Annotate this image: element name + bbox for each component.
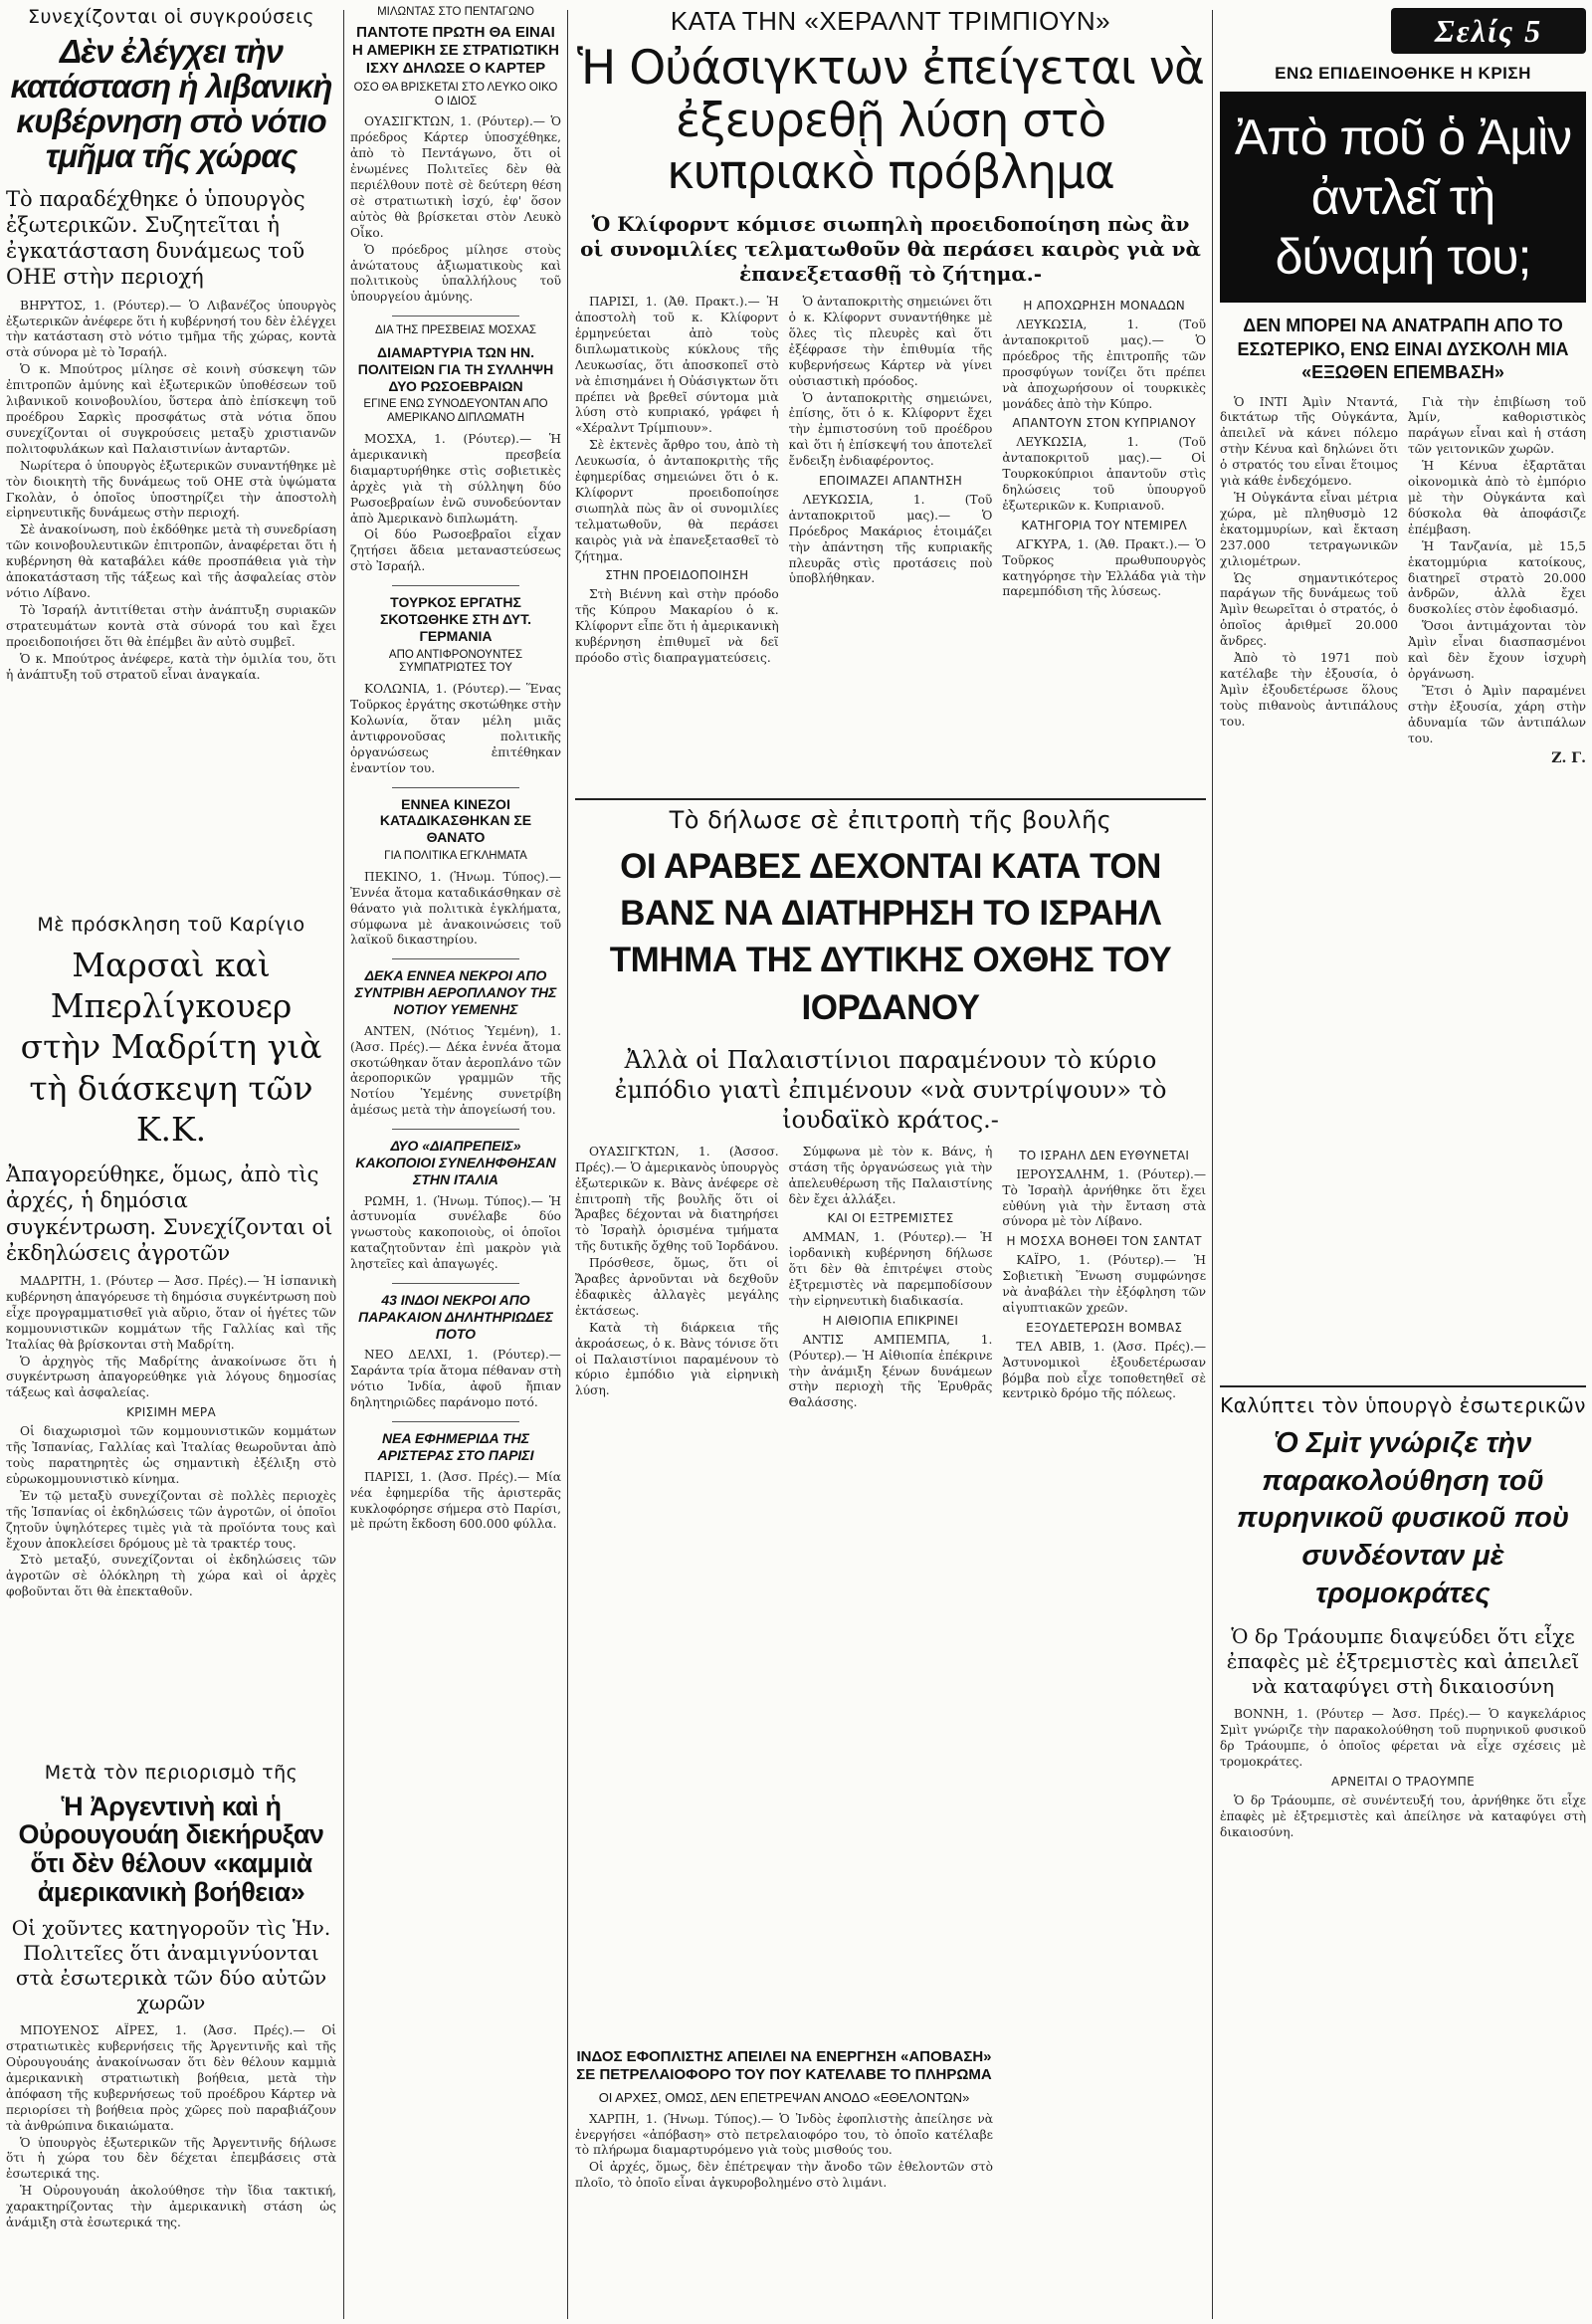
article-body-column: [789, 295, 993, 668]
paragraph: ΠΑΡΙΣΙ, 1. (Ἀσσ. Πρές).— Μία νέα ἐφημερίδα τῆς ἀριστερᾶς κυκλοφόρησε σήμερα στὸ Παρίσι, μὲ πρώτη ἔκδοση 600.000 φύλλα.: [350, 1469, 561, 1532]
article-body-column: [789, 1145, 993, 1413]
brief-body: [350, 432, 561, 575]
article-body-column: [1220, 395, 1398, 767]
paragraph: Ὁ κ. Μπούτρος μίλησε σὲ κοινὴ σύσκεψη τῶν ἐπιτροπῶν ἀμύνης καὶ ἐξωτερικῶν ὑποθέσεων τοῦ λιβανικοῦ κοινοβουλίου, ὕστερα ἀπὸ ἐπίσκεψη τοῦ προέδρου Σαρκὶς προσφάτως στὰ νότια ὅπου συνεχίζονται οἱ συγκρούσεις μεταξὺ χριστιανῶν πολιτοφυλάκων καὶ Παλαιστινίων ἀνταρτῶν.: [6, 362, 336, 456]
article-headline: Ἀπὸ ποῦ ὁ Ἀμὶν ἀντλεῖ τὴ δύναμή του;: [1234, 109, 1572, 286]
brief-body: [350, 870, 561, 950]
paragraph: Ὅσοι ἀντιμάχονται τὸν Ἀμὶν εἶναι διασπασμένοι καὶ δὲν ἔχουν ἰσχυρὴ ὀργάνωση.: [1408, 619, 1586, 681]
paragraph: Ὁ ἀνταποκριτὴς σημειώνει ὅτι ὁ κ. Κλίφορντ συναντήθηκε μὲ ὅλες τὶς πλευρὲς καὶ ὅτι ἐξέφρασε τὴν ἐπιθυμία τῆς κυβερνήσεως Κάρτερ νὰ γίνει οὐσιαστικὴ πρόοδος.: [788, 295, 993, 388]
paragraph: ΡΩΜΗ, 1. (Ἡνωμ. Τύπος).— Ἡ ἀστυνομία συνέλαβε δύο γνωστοὺς κακοποιοὺς, οἱ ὁποῖοι καταζητοῦνταν ἐπὶ μακρὸν γιὰ ληστεῖες καὶ ἀπαγωγές.: [350, 1193, 561, 1272]
divider: [392, 1421, 518, 1422]
subheading: ΤΟ ΙΣΡΑΗΛ ΔΕΝ ΕΥΘΥΝΕΤΑΙ: [1019, 1148, 1190, 1162]
article-subheadline: ΟΙ ΑΡΧΕΣ, ΟΜΩΣ, ΔΕΝ ΕΠΕΤΡΕΨΑΝ ΑΝΟΔΟ «ΕΘΕΛΟΝΤΩΝ»: [598, 2090, 970, 2105]
brief-body: [350, 1194, 561, 1274]
paragraph: Ὁ ἀρχηγὸς τῆς Μαδρίτης ἀνακοίνωσε ὅτι ἡ συγκέντρωση ἀπαγορεύθηκε γιὰ λόγους δημοσίας τάξεως καὶ ἀσφαλείας.: [6, 1354, 336, 1400]
paragraph: Οἱ διαχωρισμοὶ τῶν κομμουνιστικῶν κομμάτων τῆς Ἰσπανίας, Γαλλίας καὶ Ἰταλίας θεωροῦνται ἀπὸ τοὺς παρατηρητὲς ὡς σημαντικὴ ἐξέλιξη στὸ εὐρωκομμουνιστικὸ κίνημα.: [6, 1424, 336, 1486]
paragraph: ΛΕΥΚΩΣΙΑ, 1. (Τοῦ ἀνταποκριτοῦ μας).— Ὁ Πρόεδρος Μακάριος ἑτοιμάζει τὴν ἀπάντηση τῆς κυπριακῆς πλευρᾶς στὶς προτάσεις ποὺ ὑποβλήθηκαν.: [788, 492, 993, 586]
paragraph: ΛΕΥΚΩΣΙΑ, 1. (Τοῦ ἀνταποκριτοῦ μας).— Ὁ πρόεδρος τῆς ἐπιτροπῆς τῶν προσφύγων τονίζει ὅτι πρέπει νὰ ἀποχωρήσουν οἱ τουρκικὲς μονάδες ἀπὸ τὴν Κύπρο.: [1002, 317, 1206, 411]
subheading: ΑΡΝΕΙΤΑΙ Ο ΤΡΑΟΥΜΠΕ: [1331, 1775, 1475, 1790]
paragraph: Νωρίτερα ὁ ὑπουργὸς ἐξωτερικῶν συναντήθηκε μὲ τὸν διοικητὴ τῆς δυνάμεως τοῦ ΟΗΕ στὰ ὑψώματα Γκολὰν, ὁ ὁποῖος ὑποστηρίζει τὴν ἀποστολὴ εἰρηνευτικῆς δυνάμεως στὴν περιοχή.: [6, 458, 336, 521]
paragraph: ΤΕΛ ΑΒΙΒ, 1. (Ἀσσ. Πρές).— Ἀστυνομικοὶ ἐξουδετέρωσαν βόμβα ποὺ εἶχε τοποθετηθεῖ σὲ κεντρικὸ δρόμο τῆς πόλεως.: [1002, 1339, 1206, 1401]
paragraph: ΠΕΚΙΝΟ, 1. (Ἡνωμ. Τύπος).— Ἐννέα ἄτομα καταδικάσθηκαν σὲ θάνατο γιὰ πολιτικὰ ἐγκλήματα, σύμφωνα μὲ ἀνακοινώσεις τοῦ λαϊκοῦ δικαστηρίου.: [350, 869, 561, 948]
paragraph: ΜΟΣΧΑ, 1. (Ρόυτερ).— Ἡ ἀμερικανικὴ πρεσβεία διαμαρτυρήθηκε στὶς σοβιετικὲς ἀρχὲς γιὰ τὴ σύλληψη δύο Ρωσοεβραίων ἐνῶ συνοδεύονταν ἀπὸ Ἀμερικανὸ διπλωμάτη.: [350, 432, 561, 526]
subheading: ΚΑΤΗΓΟΡΙΑ ΤΟΥ ΝΤΕΜΙΡΕΛ: [1021, 518, 1188, 532]
paragraph: Σὲ ἀνακοίνωση, ποὺ ἐκδόθηκε μετὰ τὴ συνεδρίαση τῶν κοινοβουλευτικῶν ἐπιτροπῶν, ἀναφέρεται ὅτι ἡ κυβέρνηση θὰ καταβάλει κάθε προσπάθεια γιὰ τὴν ἀποκατάσταση τῆς τάξεως καὶ τῆς ἀσφαλείας στὸν νότιο Λίβανο.: [6, 523, 336, 600]
article-headline: Ἡ Οὐάσιγκτων ἐπείγεται νὰ ἐξευρεθῇ λύση στὸ κυπριακὸ πρόβλημα: [576, 41, 1205, 201]
brief-headline: ΠΑΝΤΟΤΕ ΠΡΩΤΗ ΘΑ ΕΙΝΑΙ Η ΑΜΕΡΙΚΗ ΣΕ ΣΤΡΑΤΙΩΤΙΚΗ ΙΣΧΥ ΔΗΛΩΣΕ Ο ΚΑΡΤΕΡ: [352, 23, 559, 77]
paragraph: Κατὰ τὴ διάρκεια τῆς ἀκροάσεως, ὁ κ. Βὰνς τόνισε ὅτι οἱ Παλαιστίνιοι παραμένουν τὸ κύριο ἐμπόδιο γιὰ εἰρηνικὴ λύση.: [575, 1320, 779, 1398]
article-kicker: ΕΝΩ ΕΠΙΔΕΙΝΟΘΗΚΕ Η ΚΡΙΣΗ: [1275, 64, 1531, 83]
column-rule: [1212, 10, 1213, 2319]
article-kicker: Συνεχίζονται οἱ συγκρούσεις: [28, 6, 314, 28]
article-deck: Τὸ παραδέχθηκε ὁ ὑπουργὸς ἐξωτερικῶν. Συζητεῖται ἡ ἐγκατάσταση δυνάμεως τοῦ ΟΗΕ στὴν περιοχή: [6, 186, 305, 290]
article-kicker: Μετὰ τὸν περιορισμὸ τῆς: [44, 1762, 298, 1784]
paragraph: Ἡ Κένυα ἐξαρτᾶται οἰκονομικὰ ἀπὸ τὸ ἐμπόριο μὲ τὴν Οὐγκάντα καὶ δύσκολα θὰ ἀποφάσιζε ἐπέμβαση.: [1408, 459, 1586, 536]
paragraph: Οἱ δύο Ρωσοεβραῖοι εἶχαν ζητήσει ἄδεια μεταναστεύσεως στὸ Ἰσραήλ.: [350, 528, 561, 574]
article-deck: Ὁ Κλίφορντ κόμισε σιωπηλὴ προειδοποίηση πὼς ἂν οἱ συνομιλίες τελματωθοῦν θὰ περάσει καιρὸς γιὰ νὰ ἐπανεξετασθῇ τὸ ζήτημα.-: [580, 212, 1201, 287]
brief-headline: ΔΥΟ «ΔΙΑΠΡΕΠΕΙΣ» ΚΑΚΟΠΟΙΟΙ ΣΥΝΕΛΗΦΘΗΣΑΝ ΣΤΗΝ ΙΤΑΛΙΑ: [355, 1138, 556, 1187]
brief-subheadline: ΑΠΟ ΑΝΤΙΦΡΟΝΟΥΝΤΕΣ ΣΥΜΠΑΤΡΙΩΤΕΣ ΤΟΥ: [388, 648, 523, 675]
article-argentina: [6, 1762, 336, 2319]
brief-headline: ΕΝΝΕΑ ΚΙΝΕΖΟΙ ΚΑΤΑΔΙΚΑΣΘΗΚΑΝ ΣΕ ΘΑΝΑΤΟ: [379, 795, 532, 846]
page-number-badge: [1391, 8, 1586, 54]
article-body-column: [1408, 395, 1586, 767]
article-schmidt: [1220, 1393, 1586, 2319]
article-body-column: [1002, 295, 1206, 668]
divider: [392, 787, 518, 788]
paragraph: Σύμφωνα μὲ τὸν κ. Βάνς, ἡ στάση τῆς ὀργανώσεως γιὰ τὴν ἀπελευθέρωση τῆς Παλαιστίνης δὲν ἔχει ἀλλάξει.: [788, 1144, 993, 1206]
article-vance: [575, 806, 1206, 2040]
divider: [392, 1129, 518, 1130]
paragraph: Πρόσθεσε, ὅμως, ὅτι οἱ Ἄραβες ἀρνοῦνται νὰ δεχθοῦν ἐδαφικὲς ἀλλαγὲς μεγάλης ἐκτάσεως.: [575, 1256, 779, 1318]
brief-kicker: ΔΙΑ ΤΗΣ ΠΡΕΣΒΕΙΑΣ ΜΟΣΧΑΣ: [375, 324, 536, 337]
paragraph: ΑΓΚΥΡΑ, 1. (Ἀθ. Πρακτ.).— Ὁ Τοῦρκος πρωθυπουργὸς κατηγόρησε τὴν Ἑλλάδα γιὰ τὴν παρεμπόδιση τῆς λύσεως.: [1002, 536, 1206, 599]
article-shipowner: [575, 2048, 993, 2319]
subheading: ΣΤΗΝ ΠΡΟΕΙΔΟΠΟΙΗΣΗ: [605, 568, 749, 583]
paragraph: Ἡ Οὐγκάντα εἶναι μέτρια χώρα, μὲ πληθυσμὸ 12 ἑκατομμυρίων, καὶ ἔκταση 237.000 τετραγωνικῶν χιλιομέτρων.: [1220, 491, 1398, 568]
paragraph: Ὡς σημαντικότερος παράγων τῆς δυνάμεως τοῦ Ἀμὶν θεωρεῖται ὁ στρατός, ὁ ὁποῖος ἀριθμεῖ 20.000 ἄνδρες.: [1220, 570, 1398, 649]
subheading: Η ΑΙΘΙΟΠΙΑ ΕΠΙΚΡΙΝΕΙ: [822, 1313, 959, 1328]
brief-body: [350, 1470, 561, 1534]
divider: [392, 316, 518, 317]
article-headline: Ἡ Ἀργεντινὴ καὶ ἡ Οὐρουγουάη διεκήρυξαν ὅτι δὲν θέλουν «καμμιὰ ἀμερικανικὴ βοήθεια»: [18, 1791, 324, 1907]
article-headline: ΙΝΔΟΣ ΕΦΟΠΛΙΣΤΗΣ ΑΠΕΙΛΕΙ ΝΑ ΕΝΕΡΓΗΣΗ «ΑΠΟΒΑΣΗ» ΣΕ ΠΕΤΡΕΛΑΙΟΦΟΡΟ ΤΟΥ ΠΟΥ ΚΑΤΕΛΑΒΕ ΤΟ ΠΛΗΡΩΜΑ: [576, 2048, 992, 2083]
paragraph: ΟΥΑΣΙΓΚΤΩΝ, 1. (Ἀσσοσ. Πρές).— Ὁ ἀμερικανὸς ὑπουργὸς ἐξωτερικῶν κ. Βὰνς ἀνέφερε σὲ ἐπιτροπὴ τῆς βουλῆς ὅτι οἱ Ἄραβες δέχονται νὰ διατηρήσει τὸ Ἰσραὴλ ὁρισμένα τμήματα τῆς δυτικῆς ὄχθης τοῦ Ἰορδάνου.: [575, 1144, 779, 1254]
column-rule: [343, 10, 344, 2319]
paragraph: Ἐν τῷ μεταξὺ συνεχίζονται σὲ πολλὲς περιοχὲς τῆς Ἱσπανίας οἱ ἐκδηλώσεις τῶν ἀγροτῶν, οἱ ὁποῖοι ζητοῦν ὑψηλότερες τιμὲς γιὰ τὰ προϊόντα τους καὶ ἔχουν ἀποκλείσει δρόμους μὲ τὰ τρακτέρ τους.: [6, 1488, 336, 1551]
article-cyprus: [575, 6, 1206, 792]
subheading: ΕΞΟΥΔΕΤΕΡΩΣΗ ΒΟΜΒΑΣ: [1026, 1320, 1183, 1335]
paragraph: Ὁ δρ Τράουμπε, σὲ συνέντευξή του, ἀρνήθηκε ὅτι εἶχε ἐπαφὲς μὲ ἐξτρεμιστὲς καὶ ἀπείλησε νὰ καταφύγει στὴ δικαιοσύνη.: [1220, 1793, 1586, 1839]
divider: [392, 1283, 518, 1284]
paragraph: ΝΕΟ ΔΕΛΧΙ, 1. (Ρόυτερ).— Σαράντα τρία ἄτομα πέθαναν στὴ νότιο Ἰνδία, ἀφοῦ ἤπιαν δηλητηριῶδες παράνομο ποτό.: [350, 1348, 561, 1410]
paragraph: ΧΑΡΠΗ, 1. (Ἡνωμ. Τύπος).— Ὁ Ἰνδὸς ἐφοπλιστὴς ἀπείλησε νὰ ἐνεργήσει «ἀπόβαση» στὸ πετρελαιοφόρο του, τὸ ὁποῖο κατέλαβε τὸ πλήρωμα διαμαρτυρόμενο γιὰ τοὺς μισθούς του.: [575, 2111, 993, 2158]
paragraph: Τὸ Ἰσραήλ ἀντιτίθεται στὴν ἀνάπτυξη συριακῶν στρατευμάτων κοντὰ στὰ σύνορά του καὶ ἔχει προειδοποιήσει ὅτι θὰ ἐπέμβει ἂν αὐτὸ συμβεῖ.: [6, 602, 336, 649]
article-deck: Ὁ δρ Τράουμπε διαψεύδει ὅτι εἶχε ἐπαφὲς μὲ ἐξτρεμιστὲς καὶ ἀπειλεῖ νὰ καταφύγει στὴ δικαιοσύνη: [1226, 1624, 1580, 1699]
paragraph: ΑΝΤΙΣ ΑΜΠΕΜΠΑ, 1. (Ρόυτερ).— Ἡ Αἰθιοπία ἐπέκρινε τὴν ἀνάμιξη ξένων δυνάμεων στὴν περιοχὴ τῆς Ἐρυθρᾶς Θαλάσσης.: [788, 1332, 993, 1410]
paragraph: Ἡ Οὐρουγουάη ἀκολούθησε τὴν ἴδια τακτική, χαρακτηρίζοντας τὴν ἀμερικανικὴ στάση ὡς ἀνάμιξη στὰ ἐσωτερικά της.: [6, 2184, 336, 2230]
article-kicker: ΚΑΤΑ ΤΗΝ «ΧΕΡΑΛΝΤ ΤΡΙΜΠΙΟΥΝ»: [670, 6, 1111, 36]
paragraph: Ὁ κ. Μπούτρος ἀνέφερε, κατὰ τὴν ὁμιλία του, ὅτι ἡ ἀνάπτυξη τοῦ στρατοῦ εἶναι ἀναγκαία.: [6, 651, 336, 682]
brief-body: [350, 682, 561, 776]
brief-headline: ΔΙΑΜΑΡΤΥΡΙΑ ΤΩΝ ΗΝ. ΠΟΛΙΤΕΙΩΝ ΓΙΑ ΤΗ ΣΥΛΛΗΨΗ ΔΥΟ ΡΩΣΟΕΒΡΑΙΩΝ: [357, 344, 554, 394]
article-kicker: Τὸ δήλωσε σὲ ἐπιτροπὴ τῆς βουλῆς: [669, 806, 1112, 834]
paragraph: ΒΟΝΝΗ, 1. (Ρόυτερ — Ἀσσ. Πρές).— Ὁ καγκελάριος Σμὶτ γνώριζε τὴν παρακολούθηση τοῦ πυρηνικοῦ φυσικοῦ δρ Τράουμπε, ὁ ὁποῖος φέρεται νὰ εἶχε σχέσεις μὲ τρομοκράτες.: [1220, 1707, 1586, 1770]
paragraph: ΚΑΪΡΟ, 1. (Ρόυτερ).— Ἡ Σοβιετικὴ Ἕνωση συμφώνησε νὰ ἀναβάλει τὴν ἐξόφληση τῶν αἰγυπτιακῶν χρεῶν.: [1002, 1253, 1206, 1315]
divider: [392, 585, 518, 586]
article-deck: Ἀπαγορεύθηκε, ὅμως, ἀπὸ τὶς ἀρχές, ἡ δημόσια συγκέντρωση. Συνεχίζονται οἱ ἐκδηλώσεις ἀγροτῶν: [6, 1162, 333, 1265]
page-number: Σελίς 5: [1434, 13, 1543, 49]
paragraph: Στὴ Βιέννη καὶ στὴν πρόοδο τῆς Κύπρου Μακαρίου ὁ κ. Κλίφορντ εἶπε ὅτι ἡ ἀμερικανικὴ κυβέρνηση ἐπιθυμεῖ νὰ δεῖ πρόοδο στὶς διαπραγματεύσεις.: [575, 587, 779, 665]
article-headline: Δὲν ἐλέγχει τὴν κατάσταση ἡ λιβανικὴ κυβέρνηση στὸ νότιο τμῆμα τῆς χώρας: [10, 32, 332, 174]
paragraph: Στὸ μεταξύ, συνεχίζονται οἱ ἐκδηλώσεις τῶν ἀγροτῶν σὲ ὁλόκληρη τὴ χώρα καὶ οἱ ἀρχὲς φοβοῦνται ὅτι θὰ ἐπεκταθοῦν.: [6, 1553, 336, 1599]
brief-subheadline: ΓΙΑ ΠΟΛΙΤΙΚΑ ΕΓΚΛΗΜΑΤΑ: [384, 850, 527, 863]
paragraph: Ὁ ΙΝΤΙ Ἀμὶν Νταντά, δικτάτωρ τῆς Οὐγκάντα, ἀπειλεῖ νὰ κάνει πόλεμο στὴν Κένυα καὶ δηλώνει ὅτι ὁ στρατός του εἶναι ἕτοιμος γιὰ κάθε ἐνδεχόμενο.: [1220, 394, 1398, 489]
article-columns: [1220, 395, 1586, 767]
paragraph: ΑΝΤΕΝ, (Νότιος Ὑεμένη), 1. (Ἀσσ. Πρές).— Δέκα ἐννέα ἄτομα σκοτώθηκαν ὅταν ἀεροπλάνο τῶν ἀεροπορικῶν γραμμῶν τῆς Νοτίου Ὑεμένης συνετρίβη ἀμέσως μετὰ τὴν ἀπογείωσή του.: [350, 1023, 561, 1118]
article-headline: Μαρσαὶ καὶ Μπερλίγκουερ στὴν Μαδρίτη γιὰ τὴ διάσκεψη τῶν Κ.Κ.: [20, 945, 322, 1149]
article-deck: ΔΕΝ ΜΠΟΡΕΙ ΝΑ ΑΝΑΤΡΑΠΗ ΑΠΟ ΤΟ ΕΣΩΤΕΡΙΚΟ, ΕΝΩ ΕΙΝΑΙ ΔΥΣΚΟΛΗ ΜΙΑ «ΕΞΩΘΕΝ ΕΠΕΜΒΑΣΗ»: [1237, 316, 1569, 383]
paragraph: Ἀπὸ τὸ 1971 ποὺ κατέλαβε τὴν ἐξουσία, ὁ Ἀμὶν ἐξουδετέρωσε ὅλους τοὺς πιθανοὺς ἀντιπάλους του.: [1220, 651, 1398, 729]
article-body: [6, 2023, 336, 2231]
paragraph: ΙΕΡΟΥΣΑΛΗΜ, 1. (Ρόυτερ).— Τὸ Ἰσραὴλ ἀρνήθηκε ὅτι ἔχει εὐθύνη γιὰ τὴν ἔνταση στὰ σύνορα μὲ τὸν Λίβανο.: [1002, 1166, 1206, 1229]
paragraph: Ἔτσι ὁ Ἀμὶν παραμένει στὴν ἐξουσία, χάρη στὴν ἀδυναμία τῶν ἀντιπάλων του.: [1408, 683, 1586, 745]
article-body-column: [575, 1145, 779, 1413]
headline-box: [1220, 92, 1586, 303]
brief-body: [350, 114, 561, 306]
section-rule: [575, 798, 1206, 800]
paragraph: Οἱ ἀρχές, ὅμως, δὲν ἐπέτρεψαν τὴν ἄνοδο τῶν ἐθελοντῶν στὸ πλοῖο, τὸ ὁποῖο εἶναι ἀγκυροβολημένο στὸ λιμάνι.: [575, 2160, 993, 2191]
article-madrid: [6, 914, 336, 1750]
article-headline: ΟΙ ΑΡΑΒΕΣ ΔΕΧΟΝΤΑΙ ΚΑΤΑ ΤΟΝ ΒΑΝΣ ΝΑ ΔΙΑΤΗΡΗΣΗ ΤΟ ΙΣΡΑΗΛ ΤΜΗΜΑ ΤΗΣ ΔΥΤΙΚΗΣ ΟΧΘΗΣ ΤΟΥ ΙΟΡΔΑΝΟΥ: [609, 846, 1172, 1027]
brief-kicker: ΜΙΛΩΝΤΑΣ ΣΤΟ ΠΕΝΤΑΓΩΝΟ: [377, 6, 534, 18]
brief-body: [350, 1024, 561, 1119]
section-rule: [1220, 1385, 1586, 1387]
paragraph: Ἡ Τανζανία, μὲ 15,5 ἑκατομμύρια κατοίκους, διατηρεῖ στρατὸ 20.000 ἀνδρῶν, ἀλλὰ ἔχει δυσκολίες στὸν ἐφοδιασμό.: [1408, 538, 1586, 617]
article-amin: [1220, 64, 1586, 1377]
brief-headline: ΔΕΚΑ ΕΝΝΕΑ ΝΕΚΡΟΙ ΑΠΟ ΣΥΝΤΡΙΒΗ ΑΕΡΟΠΛΑΝΟΥ ΤΗΣ ΝΟΤΙΟΥ ΥΕΜΕΝΗΣ: [354, 967, 557, 1017]
paragraph: Σὲ ἐκτενὲς ἄρθρο του, ἀπὸ τὴ Λευκωσία, ὁ ἀνταποκριτὴς τῆς ἐφημερίδας σημειώνει ὅτι ὁ κ. Κλίφορντ προειδοποίησε σιωπηλὰ πὼς ἂν οἱ συνομιλίες τελματωθοῦν, θὰ περάσει καιρὸς γιὰ νὰ ἐπανεξετασθεῖ τὸ ζήτημα.: [575, 438, 779, 563]
briefs-column: [350, 6, 561, 2320]
article-kicker: Μὲ πρόσκληση τοῦ Καρίγιο: [37, 914, 305, 936]
article-body-column: [575, 295, 779, 668]
paragraph: ΠΑΡΙΣΙ, 1. (Ἀθ. Πρακτ.).— Ἡ ἀποστολὴ τοῦ κ. Κλίφορντ ἑρμηνεύεται ἀπὸ τοὺς διπλωματικοὺς κύκλους τῆς Λευκωσίας, ὅτι ἀποσκοπεῖ στὸ νὰ ἐπισημάνει ἡ Οὐάσιγκτων ὅτι πρέπει νὰ βρεθεῖ σύντομα μιὰ λύση στὸ κυπριακό, γράφει ἡ «Χέραλντ Τρίμπιουν».: [575, 295, 779, 436]
subheading: ΚΡΙΣΙΜΗ ΜΕΡΑ: [126, 1405, 216, 1420]
subheading: ΚΑΙ ΟΙ ΕΞΤΡΕΜΙΣΤΕΣ: [827, 1211, 954, 1226]
article-body: [6, 1274, 336, 1600]
article-body-column: [1002, 1145, 1206, 1413]
author-signature: Ζ. Γ.: [1551, 749, 1586, 766]
article-columns: [575, 1145, 1206, 1413]
brief-subheadline: ΕΓΙΝΕ ΕΝΩ ΣΥΝΟΔΕΥΟΝΤΑΝ ΑΠΟ ΑΜΕΡΙΚΑΝΟ ΔΙΠΛΩΜΑΤΗ: [363, 398, 548, 425]
subheading: Η ΜΟΣΧΑ ΒΟΗΘΕΙ ΤΟΝ ΣΑΝΤΑΤ: [1006, 1234, 1202, 1249]
brief-headline: ΤΟΥΡΚΟΣ ΕΡΓΑΤΗΣ ΣΚΟΤΩΘΗΚΕ ΣΤΗ ΔΥΤ. ΓΕΡΜΑΝΙΑ: [379, 594, 532, 644]
paragraph: Ὁ πρόεδρος μίλησε στοὺς ἀνώτατους ἀξιωματικοὺς καὶ πολιτικοὺς ὑπαλλήλους τοῦ ὑπουργείου ἀμύνης.: [350, 242, 561, 305]
brief-headline: ΝΕΑ ΕΦΗΜΕΡΙΔΑ ΤΗΣ ΑΡΙΣΤΕΡΑΣ ΣΤΟ ΠΑΡΙΣΙ: [377, 1430, 534, 1463]
article-body: [575, 2112, 993, 2193]
divider: [392, 958, 518, 959]
paragraph: ΛΕΥΚΩΣΙΑ, 1. (Τοῦ ἀνταποκριτοῦ μας).— Οἱ Τουρκοκύπριοι ἀπαντοῦν στὶς δηλώσεις τοῦ ὑπουργοῦ ἐξωτερικῶν κ. Κυπριανοῦ.: [1002, 435, 1206, 513]
paragraph: ΜΠΟΥΕΝΟΣ ΑΪΡΕΣ, 1. (Ἀσσ. Πρές).— Οἱ στρατιωτικὲς κυβερνήσεις τῆς Ἀργεντινῆς καὶ τῆς Οὐρουγουάης ἀνακοίνωσαν ὅτι δὲν θέλουν καμμιὰ ἀμερικανικὴ στρατιωτικὴ βοήθεια, μετὰ τὴν ἀπόφαση τῆς κυβερνήσεως τοῦ προέδρου Κάρτερ νὰ περιορίσει τὴ βοήθεια πρὸς χῶρες ποὺ παραβιάζουν τὰ ἀνθρώπινα δικαιώματα.: [6, 2023, 336, 2133]
paragraph: ΑΜΜΑΝ, 1. (Ρόυτερ).— Ἡ ἰορδανικὴ κυβέρνηση δήλωσε ὅτι δὲν θὰ ἐπιτρέψει στοὺς ἐξτρεμιστὲς νὰ παρεμποδίσουν τὴν εἰρηνευτικὴ διαδικασία.: [788, 1230, 993, 1308]
column-rule: [567, 10, 568, 2319]
brief-subheadline: ΟΣΟ ΘΑ ΒΡΙΣΚΕΤΑΙ ΣΤΟ ΛΕΥΚΟ ΟΙΚΟ Ο ΙΔΙΟΣ: [353, 81, 558, 107]
article-headline: Ὁ Σμὶτ γνώριζε τὴν παρακολούθηση τοῦ πυρηνικοῦ φυσικοῦ ποὺ συνδέονταν μὲ τρομοκράτες: [1236, 1427, 1570, 1609]
paragraph: Ὁ ἀνταποκριτὴς σημειώνει, ἐπίσης, ὅτι ὁ κ. Κλίφορντ ἔχει τὴν ἐμπιστοσύνη τοῦ προέδρου καὶ ὅτι ἡ ἐπίσκεψή του ἀποτελεῖ ἔνδειξη ἐνδιαφέροντος.: [788, 390, 993, 469]
subheading: ΑΠΑΝΤΟΥΝ ΣΤΟΝ ΚΥΠΡΙΑΝΟΥ: [1012, 416, 1196, 431]
brief-headline: 43 ΙΝΔΟΙ ΝΕΚΡΟΙ ΑΠΟ ΠΑΡΑΚΑΙΟΝ ΔΗΛΗΤΗΡΙΩΔΕΣ ΠΟΤΟ: [358, 1292, 553, 1342]
article-columns: [575, 295, 1206, 668]
article-body: [6, 299, 336, 684]
paragraph: ΚΟΛΩΝΙΑ, 1. (Ρόυτερ).— Ἕνας Τοῦρκος ἐργάτης σκοτώθηκε στὴν Κολωνία, ὅταν μέλη μιᾶς ἀντιφρονοῦσας πολιτικῆς ὀργανώσεως ἐπιτέθηκαν ἐναντίον του.: [350, 682, 561, 775]
paragraph: Γιὰ τὴν ἐπιβίωση τοῦ Ἀμίν, καθοριστικὸς παράγων εἶναι καὶ ἡ στάση τῶν γειτονικῶν χωρῶν.: [1408, 394, 1586, 457]
article-body: [1220, 1707, 1586, 1840]
article-kicker: Καλύπτει τὸν ὑπουργὸ ἐσωτερικῶν: [1220, 1393, 1586, 1417]
brief-body: [350, 1348, 561, 1411]
article-lebanon: [6, 6, 336, 932]
paragraph: ΟΥΑΣΙΓΚΤΩΝ, 1. (Ρόυτερ).— Ὁ πρόεδρος Κάρτερ ὑποσχέθηκε, ἀπὸ τὸ Πεντάγωνο, ὅτι οἱ ἐνωμένες Πολιτεῖες δὲν θὰ περιέλθουν ποτὲ σὲ δεύτερη θέση σὲ στρατιωτικὴ ἰσχύ, ἐφ' ὅσον αὐτὸς θὰ βρίσκεται στὸν Λευκὸ Οἶκο.: [350, 114, 561, 240]
paragraph: Ὁ ὑπουργὸς ἐξωτερικῶν τῆς Ἀργεντινῆς δήλωσε ὅτι ἡ χώρα του δὲν δέχεται ἐπεμβάσεις στὰ ἐσωτερικά της.: [6, 2135, 336, 2182]
article-deck: Ἀλλὰ οἱ Παλαιστίνιοι παραμένουν τὸ κύριο ἐμπόδιο γιατὶ ἐπιμένουν «νὰ συντρίψουν» τὸ ἰουδαϊκὸ κράτος.-: [614, 1045, 1167, 1134]
subheading: Η ΑΠΟΧΩΡΗΣΗ ΜΟΝΑΔΩΝ: [1023, 299, 1185, 314]
article-deck: Οἱ χοῦντες κατηγοροῦν τὶς Ἡν. Πολιτεῖες ὅτι ἀναμιγνύονται στὰ ἐσωτερικὰ τῶν δύο αὐτῶν χωρῶν: [11, 1916, 331, 2015]
paragraph: ΜΑΔΡΙΤΗ, 1. (Ρόυτερ — Ἀσσ. Πρές).— Ἡ ἱσπανικὴ κυβέρνηση ἀπαγόρευσε τὴ δημόσια συγκέντρωση ποὺ εἶχε προγραμματισθεῖ γιὰ αὔριο, ὅταν οἱ ἡγέτες τῶν κομμουνιστικῶν κομμάτων τῆς Γαλλίας καὶ τῆς Ἰταλίας θὰ βρίσκονται στὴ Μαδρίτη.: [6, 1274, 336, 1352]
subheading: ΕΠΟΙΜΑΖΕΙ ΑΠΑΝΤΗΣΗ: [818, 474, 963, 489]
paragraph: ΒΗΡΥΤΟΣ, 1. (Ρόυτερ).— Ὁ Λιβανέζος ὑπουργὸς ἐξωτερικῶν ἀνέφερε ὅτι ἡ κυβέρνησή του δὲν ἐλέγχει τὴν κατάσταση στὸ νότιο τμῆμα τῆς χώρας, κοντὰ στὰ σύνορα μὲ τὸ Ἰσραήλ.: [6, 298, 336, 360]
